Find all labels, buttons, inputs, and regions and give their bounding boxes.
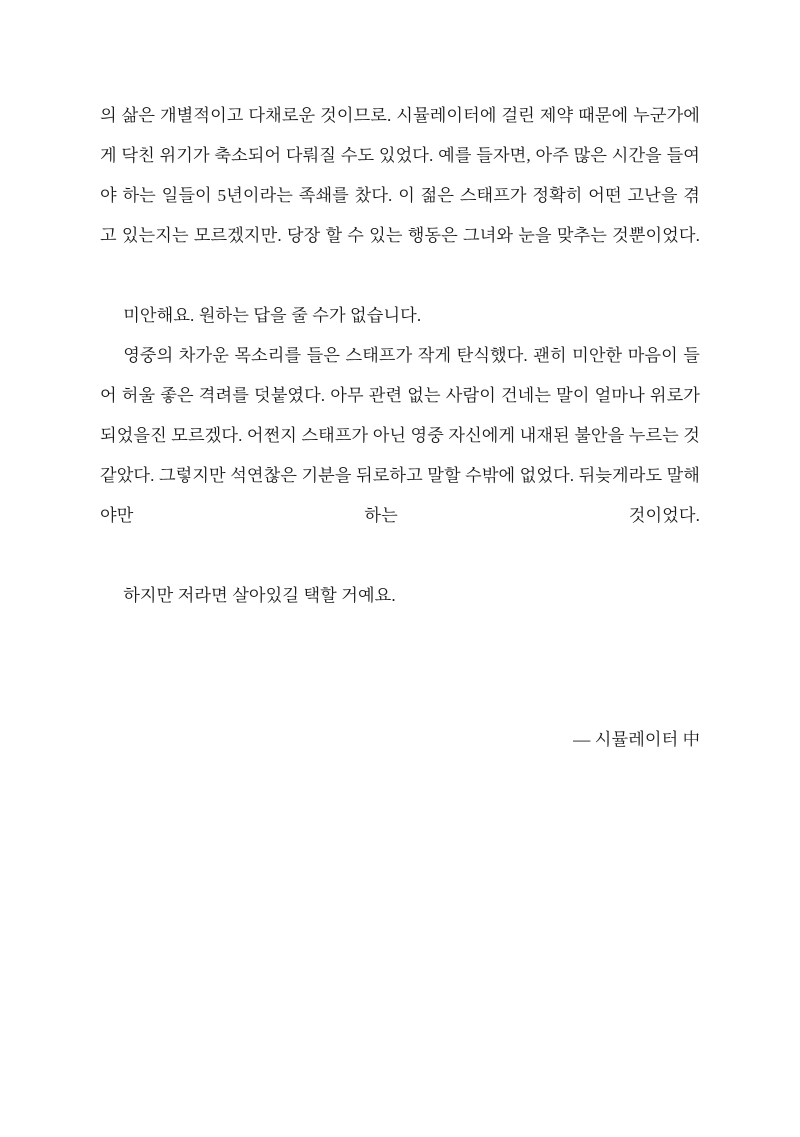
paragraph-3: 영중의 차가운 목소리를 들은 스태프가 작게 탄식했다. 괜히 미안한 마음이 들어 허울 좋은 격려를 덧붙였다. 아무 관련 없는 사람이 건네는 말이 얼마나 위로가 되었을진 모르겠다. 어쩐지 스태프가 아닌 영중 자신에게 내재된 불안을 누르는 것 같았다. 그렇지만 석연찮은 기분을 뒤로하고 말할 수밖에 없었다. 뒤늦게라도 말해야만 하는 것이었다. [100,346,700,525]
paragraph-4: 하지만 저라면 살아있길 택할 거예요. [123,586,396,605]
document-body [100,96,700,616]
paragraph-2: 미안해요. 원하는 답을 줄 수가 없습니다. [123,306,422,325]
paragraph-1: 의 삶은 개별적이고 다채로운 것이므로. 시뮬레이터에 걸린 제약 때문에 누군가에게 닥친 위기가 축소되어 다뤄질 수도 있었다. 예를 들자면, 아주 많은 시간을 들여야 하는 일들이 5년이라는 족쇄를 찼다. 이 젊은 스태프가 정확히 어떤 고난을 겪고 있는지는 모르겠지만. 당장 할 수 있는 행동은 그녀와 눈을 맞추는 것뿐이었다. [100,106,700,245]
attribution-spacer [100,616,700,720]
source-attribution: — 시뮬레이터 中 [573,730,700,749]
